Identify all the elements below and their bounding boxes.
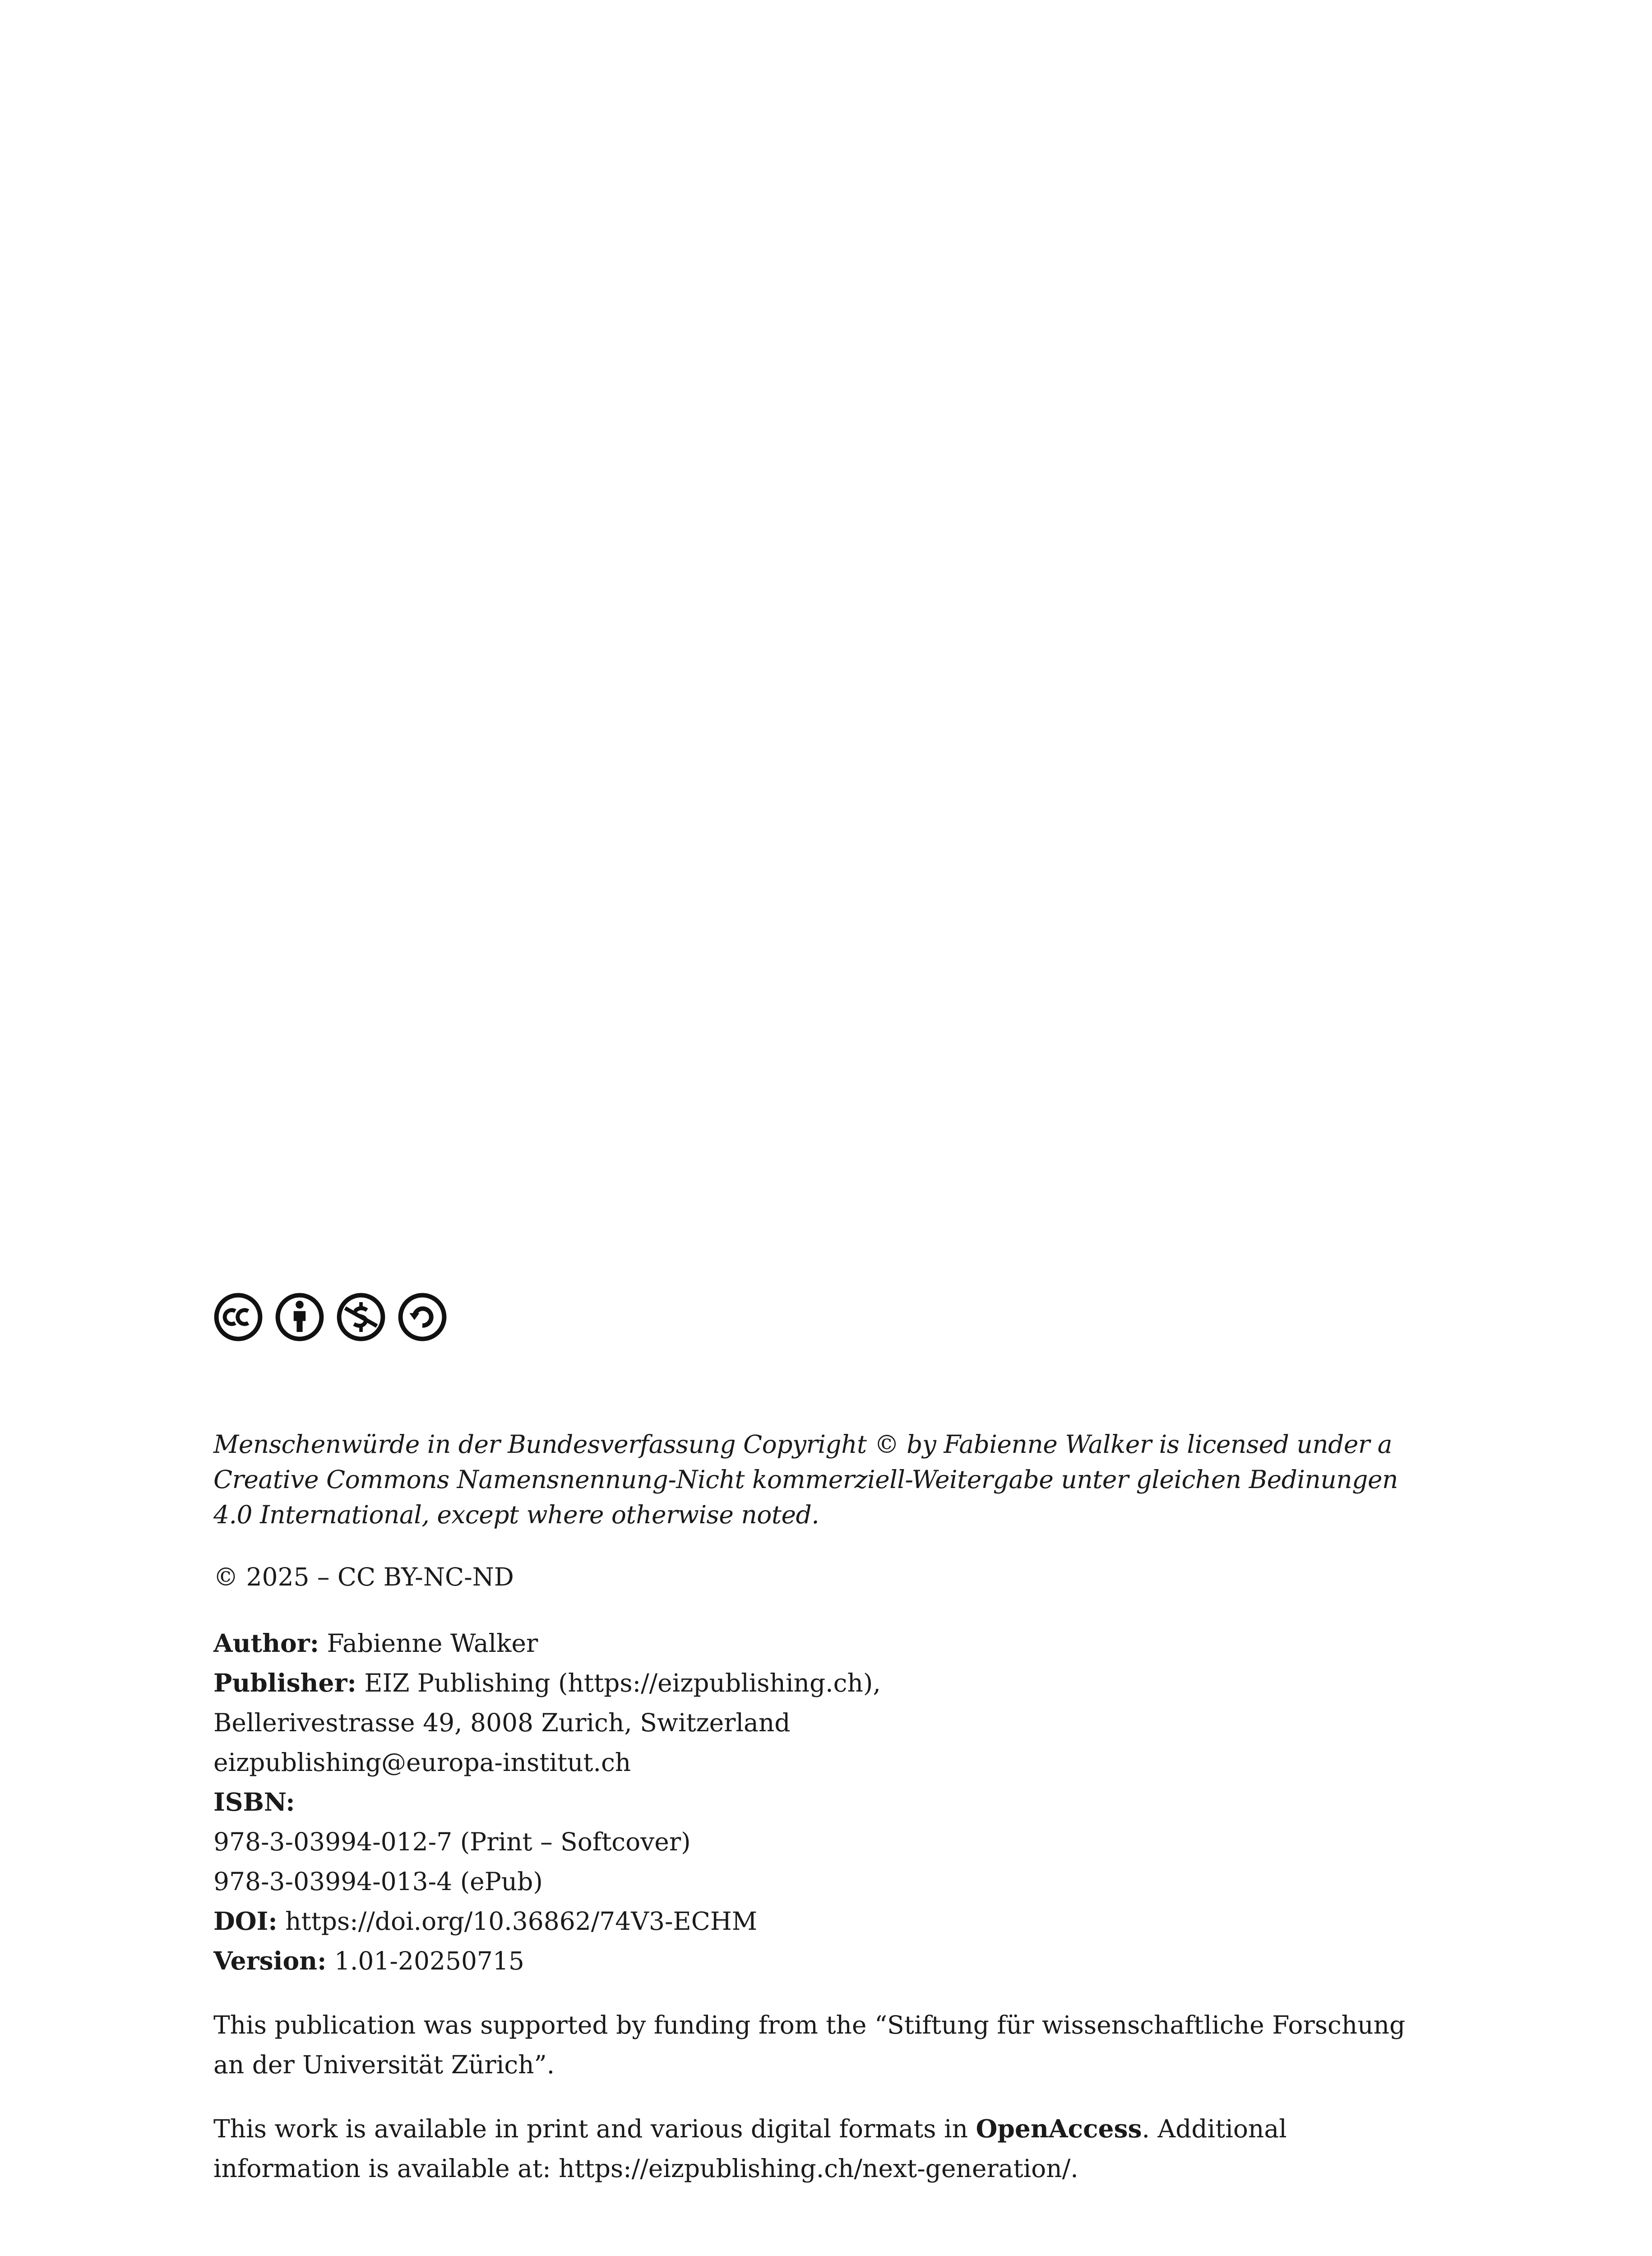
author-line bbox=[213, 1623, 1441, 1663]
isbn-epub: 978-3-03994-013-4 (ePub) bbox=[213, 1867, 543, 1896]
author-value: Fabienne Walker bbox=[327, 1629, 538, 1658]
by-icon bbox=[275, 1292, 324, 1342]
publisher-label: Publisher: bbox=[213, 1668, 356, 1697]
funding-note: This publication was supported by funding from the “Stiftung für wissenschaftliche Forschung an der Universität Zürich”. bbox=[213, 2011, 1406, 2079]
publisher-email: eizpublishing@europa-institut.ch bbox=[213, 1748, 631, 1777]
version-value: 1.01-20250715 bbox=[334, 1946, 524, 1975]
publication-metadata bbox=[213, 1623, 1441, 1981]
cc-icon bbox=[213, 1292, 263, 1342]
doi-line bbox=[213, 1901, 1441, 1941]
license-badges bbox=[213, 1290, 1441, 1344]
isbn-print: 978-3-03994-012-7 (Print – Softcover) bbox=[213, 1827, 691, 1856]
openaccess-label: OpenAccess bbox=[976, 2114, 1142, 2143]
version-line bbox=[213, 1941, 1441, 1981]
publisher-line bbox=[213, 1663, 1441, 1703]
author-label: Author: bbox=[213, 1628, 319, 1658]
availability-note bbox=[213, 2109, 1441, 2188]
copyright-line: © 2025 – CC BY-NC-ND bbox=[213, 1563, 514, 1591]
version-label: Version: bbox=[213, 1946, 327, 1975]
nc-icon bbox=[336, 1292, 386, 1342]
publisher-address: Bellerivestrasse 49, 8008 Zurich, Switzerland bbox=[213, 1708, 791, 1737]
doi-label: DOI: bbox=[213, 1906, 278, 1936]
sa-icon bbox=[398, 1292, 447, 1342]
license-statement: Menschenwürde in der Bundesverfassung Copyright © by Fabienne Walker is licensed under a Creative Commons Namensnennung-Nicht kommerziell-Weitergabe unter gleichen Bedinungen 4.0 International, except where otherwise noted. bbox=[213, 1430, 1398, 1529]
availability-text-before: This work is available in print and various digital formats in bbox=[213, 2114, 976, 2143]
copyright-content bbox=[213, 1290, 1441, 2188]
availability-text-after: . Additional information is available at: https://eizpublishing.ch/next-generation/. bbox=[213, 2114, 1287, 2183]
doi-value: https://doi.org/10.36862/74V3-ECHM bbox=[285, 1907, 758, 1936]
publisher-value: EIZ Publishing (https://eizpublishing.ch), bbox=[364, 1669, 881, 1697]
isbn-label: ISBN: bbox=[213, 1787, 295, 1817]
